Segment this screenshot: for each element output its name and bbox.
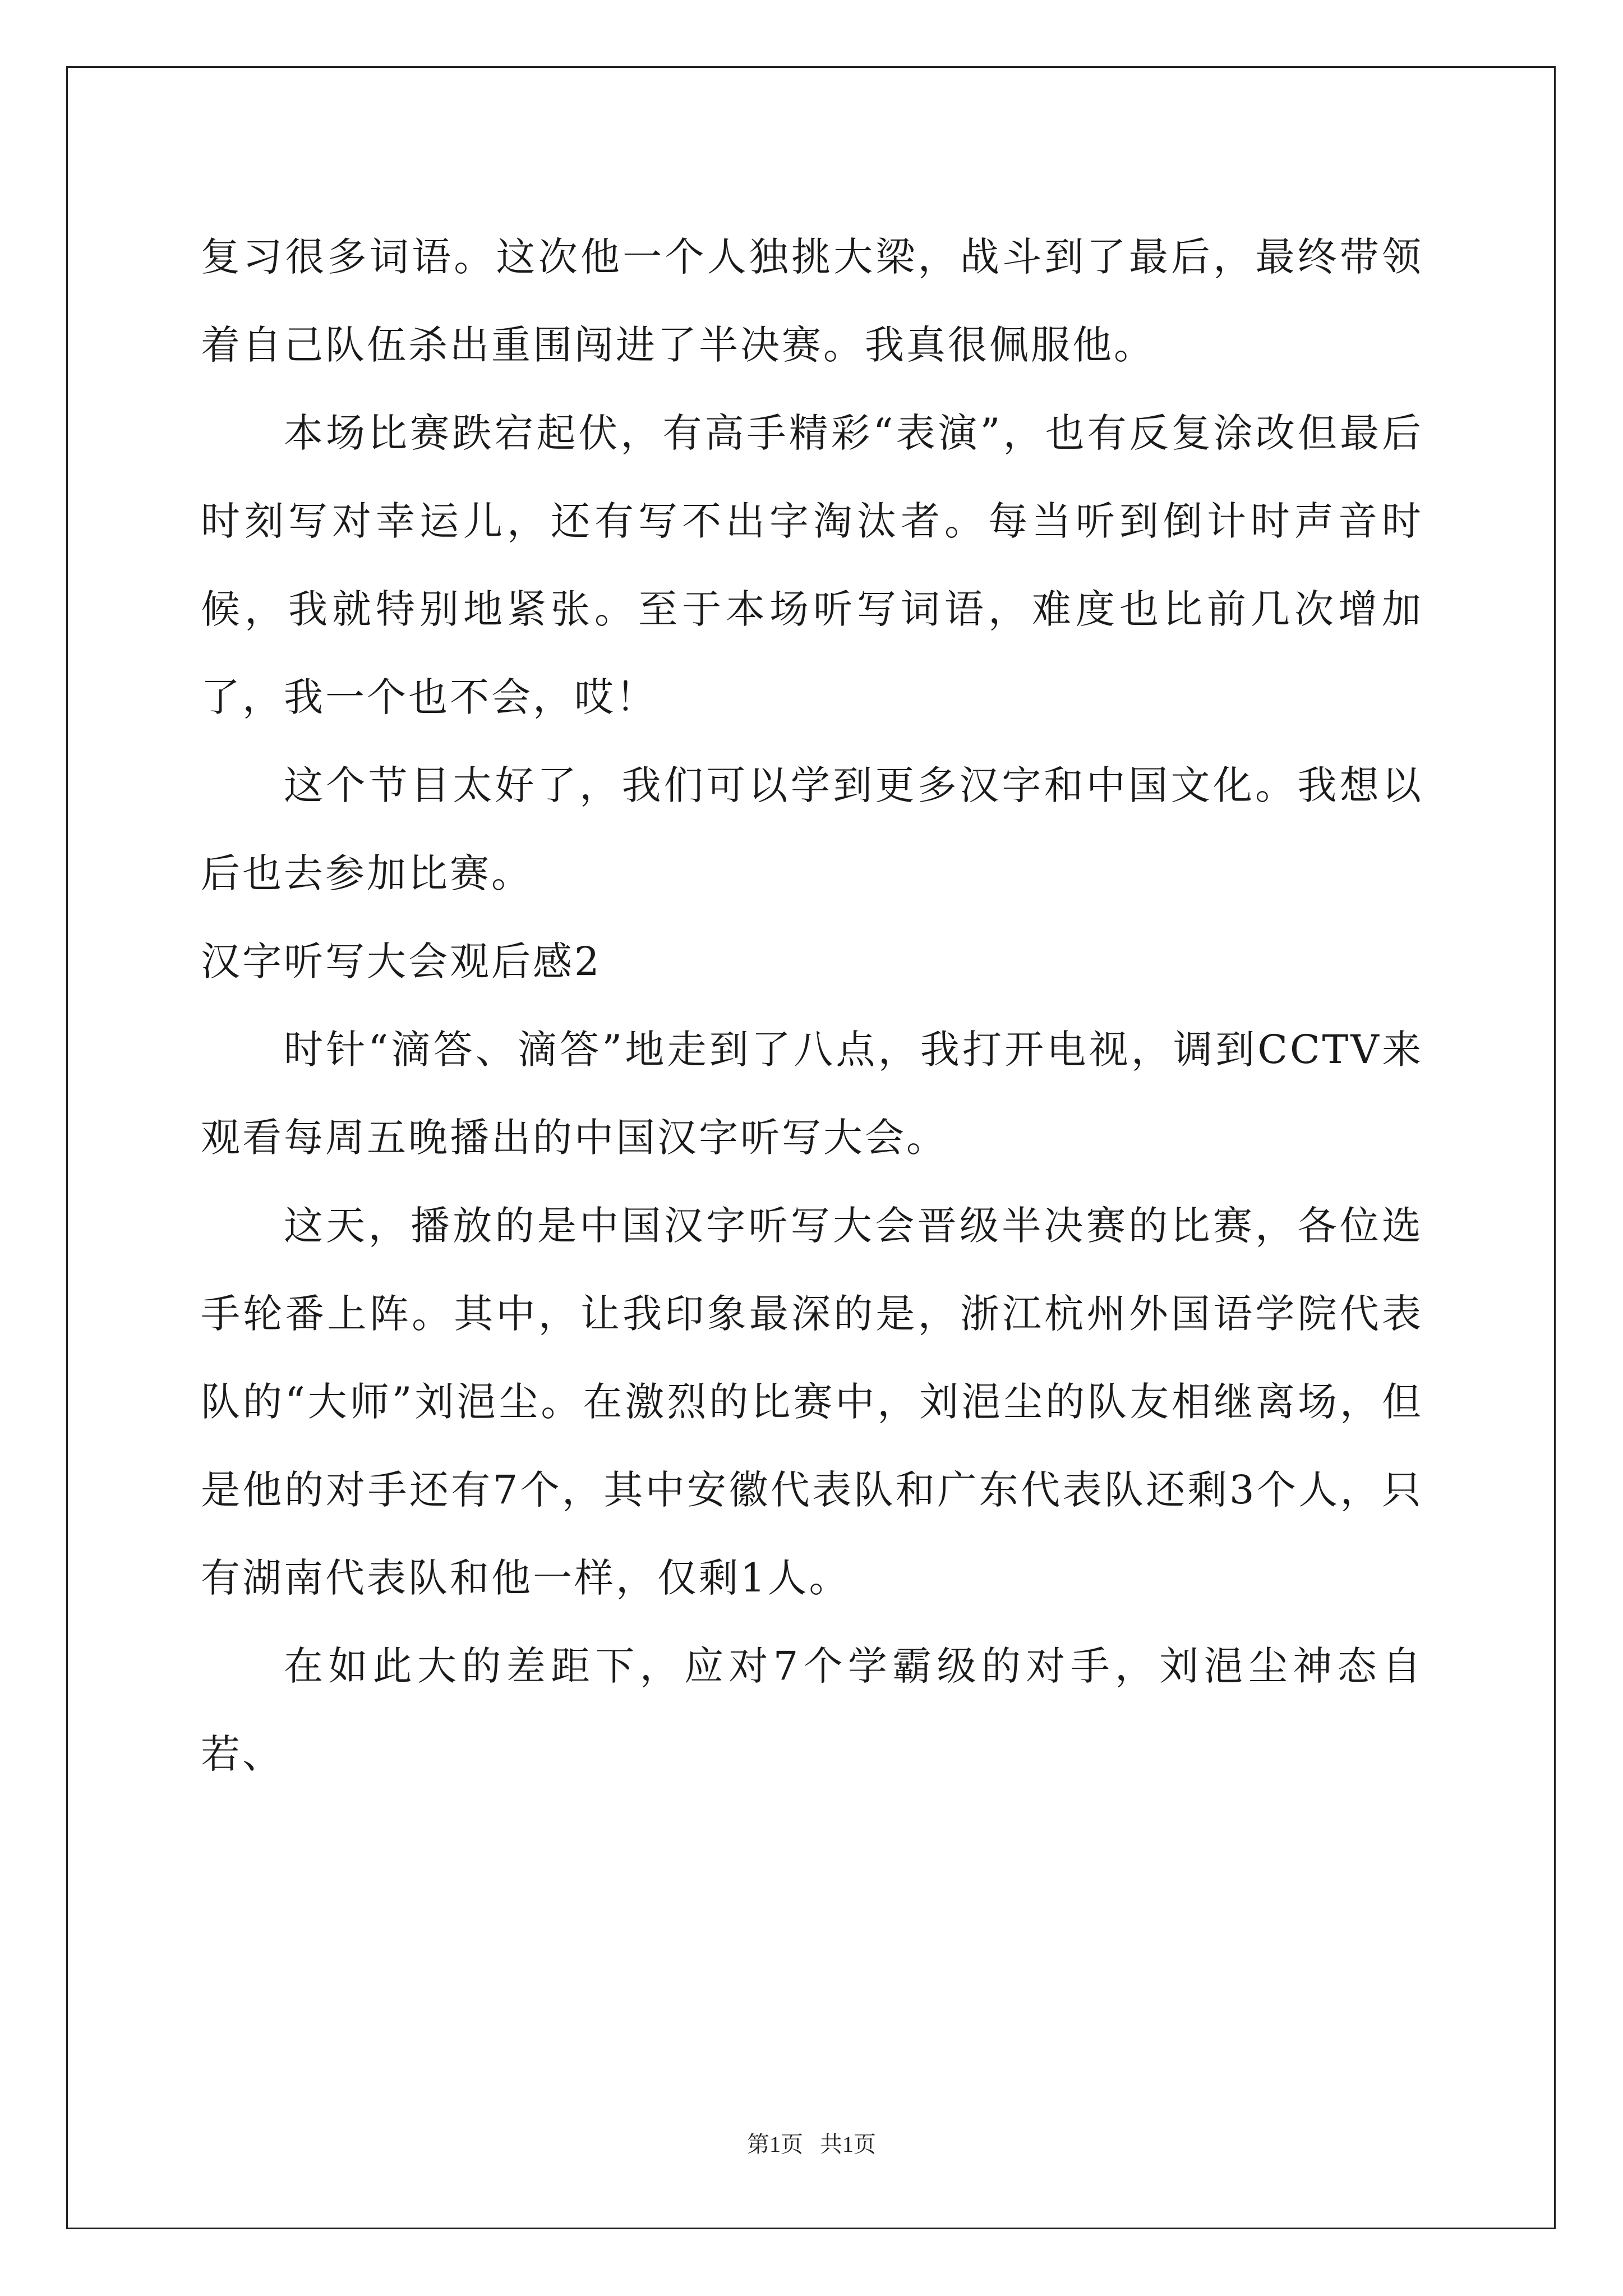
page-number: 第1页 bbox=[747, 2132, 803, 2157]
paragraph: 复习很多词语。这次他一个人独挑大梁，战斗到了最后，最终带领着自己队伍杀出重围闯进了半决赛。我真很佩服他。 bbox=[201, 234, 1423, 368]
paragraph: 时针“滴答、滴答”地走到了八点，我打开电视，调到CCTV来观看每周五晚播出的中国汉字听写大会。 bbox=[201, 1027, 1423, 1161]
page-footer bbox=[0, 2128, 1623, 2161]
paragraph: 在如此大的差距下，应对7个学霸级的对手，刘浥尘神态自若、 bbox=[201, 1643, 1423, 1777]
paragraph: 这天，播放的是中国汉字听写大会晋级半决赛的比赛，各位选手轮番上阵。其中，让我印象最深的是，浙江杭州外国语学院代表队的“大师”刘浥尘。在激烈的比赛中，刘浥尘的队友相继离场，但是他的对手还有7个，其中安徽代表队和广东代表队还剩3个人，只有湖南代表队和他一样，仅剩1人。 bbox=[201, 1203, 1423, 1601]
page-total: 共1页 bbox=[820, 2132, 876, 2157]
paragraph: 这个节目太好了，我们可以学到更多汉字和中国文化。我想以后也去参加比赛。 bbox=[201, 762, 1423, 896]
paragraph: 本场比赛跌宕起伏，有高手精彩“表演”，也有反复涂改但最后时刻写对幸运儿，还有写不出字淘汰者。每当听到倒计时声音时候，我就特别地紧张。至于本场听写词语，难度也比前几次增加了，我一个也不会，哎！ bbox=[201, 410, 1423, 720]
section-heading: 汉字听写大会观后感2 bbox=[201, 938, 602, 984]
document-body bbox=[201, 213, 1423, 1798]
